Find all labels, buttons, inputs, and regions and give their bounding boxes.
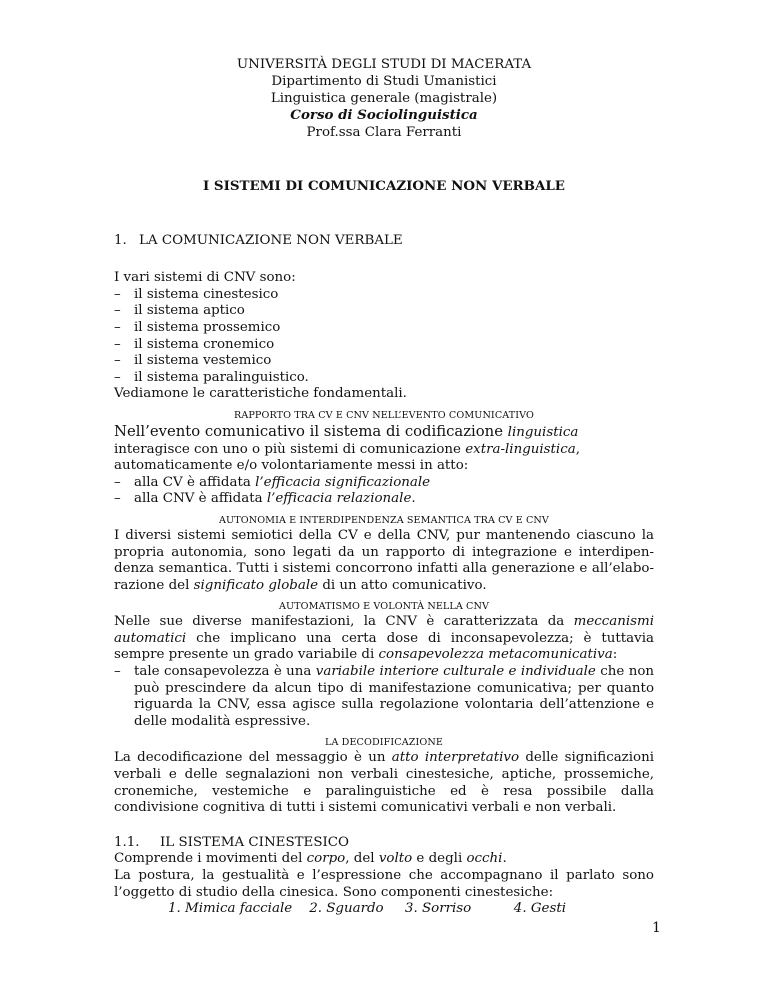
section-number: 1.1.: [114, 834, 140, 850]
dash-bullet: –: [114, 353, 121, 369]
subheading-rapporto: RAPPORTO TRA CV E CNV NELL’EVENTO COMUNICATIVO: [234, 409, 534, 421]
list-item: – il sistema cronemico: [114, 336, 275, 352]
paragraph-cinestesico-2: La postura, la gestualità e l’espressione che accompagnano il parlato sono l’oggetto di studio della cinesica. Sono componenti cinestesiche:: [114, 868, 654, 900]
list-item: – il sistema prossemico: [114, 319, 281, 335]
list-intro: I vari sistemi di CNV sono:: [114, 270, 296, 286]
page-number: 1: [652, 920, 661, 936]
document-header: [114, 56, 654, 141]
paragraph-cinestesico-1: Comprende i movimenti del corpo, del volto e degli occhi.: [114, 851, 507, 867]
paragraph-decodificazione: La decodificazione del messaggio è un atto interpretativo delle significazioni verbali e delle segnalazioni non verbali cinestesiche, aptiche, prossemiche, cronemiche, vestemiche e paralinguistiche ed è resa possibile dalla condivisione cognitiva di tutti i sistemi comunicativi verbali e non verbali.: [114, 750, 654, 816]
dash-bullet: –: [114, 336, 121, 352]
paragraph-automatismo: Nelle sue diverse manifestazioni, la CNV è caratterizzata da meccanismi automatici che implicano una certa dose di inconsapevolezza; è tuttavia sempre presente un grado variabile di consapevolezza metacomunicativa:: [114, 614, 654, 663]
document-title: I SISTEMI DI COMUNICAZIONE NON VERBALE: [202, 178, 566, 194]
component-item: 3. Sorriso: [404, 901, 472, 917]
list-item: – il sistema paralinguistico.: [114, 369, 309, 385]
section-title: LA COMUNICAZIONE NON VERBALE: [139, 232, 403, 248]
section-title: IL SISTEMA CINESTESICO: [160, 834, 350, 850]
dash-bullet: –: [114, 369, 121, 385]
university-name: UNIVERSITÀ DEGLI STUDI DI MACERATA: [236, 57, 532, 72]
list-item: – alla CV è affidata l’efficacia significazionale: [114, 474, 431, 490]
document-page: [114, 56, 654, 918]
professor-name: Prof.ssa Clara Ferranti: [306, 125, 462, 140]
dash-bullet: –: [114, 319, 121, 335]
section-number: 1.: [114, 232, 127, 248]
course-name: Corso di Sociolinguistica: [290, 107, 478, 123]
subheading-automatismo: AUTOMATISMO E VOLONTÀ NELLA CNV: [278, 601, 490, 613]
list-closing: Vediamone le caratteristiche fondamentali.: [114, 386, 407, 402]
component-item: 4. Gesti: [513, 901, 566, 917]
paragraph-autonomia: I diversi sistemi semiotici della CV e della CNV, pur mantenendo ciascuno la propria autonomia, sono legati da un rapporto di integrazione e interdipen-denza semantica. Tutti i sistemi concorrono infatti alla generazione e all’elabo-razione del significato globale di un atto comunicativo.: [114, 527, 654, 593]
subheading-autonomia: AUTONOMIA E INTERDIPENDENZA SEMANTICA TRA CV E CNV: [219, 514, 549, 526]
section-1-heading: [114, 233, 654, 250]
list-item: – il sistema vestemico: [114, 353, 272, 369]
list-item: – il sistema cinestesico: [114, 286, 279, 302]
section-1-1-heading: [114, 835, 654, 852]
department-name: Dipartimento di Studi Umanistici: [271, 74, 497, 89]
dash-bullet: –: [114, 664, 121, 680]
cnv-systems-list: [114, 270, 654, 403]
list-item: – tale consapevolezza è una variabile interiore culturale e individuale che non può prescindere da alcun tipo di manifestazione comunicativa; per quanto riguarda la CNV, essa agisce sulla regolazione volontaria dell’attenzione e delle modalità espressive.: [114, 664, 655, 729]
components-list: [114, 901, 654, 918]
list-item: – il sistema aptico: [114, 303, 245, 319]
subheading-decodificazione: LA DECODIFICAZIONE: [325, 737, 443, 749]
paragraph-rapporto: Nell’evento comunicativo il sistema di codificazione linguistica interagisce con uno o più sistemi di comunicazione extra-linguistica, automaticamente e/o volontariamente messi in atto:: [114, 422, 580, 474]
degree-name: Linguistica generale (magistrale): [270, 91, 498, 106]
list-item: – alla CNV è affidata l’efficacia relazionale.: [114, 491, 416, 507]
dash-bullet: –: [114, 491, 121, 507]
dash-bullet: –: [114, 286, 121, 302]
dash-bullet: –: [114, 474, 121, 490]
component-item: 1. Mimica facciale: [168, 901, 293, 917]
component-item: 2. Sguardo: [309, 901, 384, 917]
dash-bullet: –: [114, 303, 121, 319]
